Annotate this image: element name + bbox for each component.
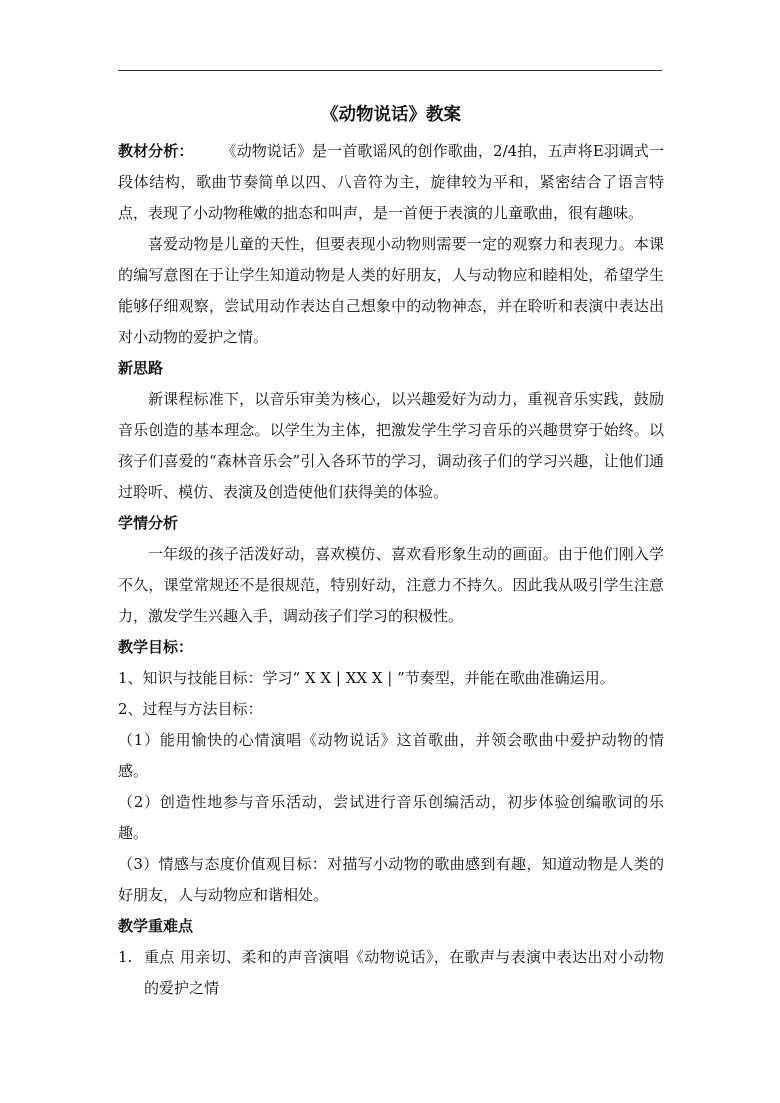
new-thinking-heading: 新思路 xyxy=(118,359,164,377)
learner-analysis-text: 一年级的孩子活泼好动，喜欢模仿、喜欢看形象生动的画面。由于他们刚入学不久，课堂常规还不是很规范，特别好动，注意力不持久。因此我从吸引学生注意力，激发学生兴趣入手，调动孩子们学习的积极性。 xyxy=(118,545,664,625)
teaching-goal-2: 2、过程与方法目标： xyxy=(118,700,263,718)
key-point-number: 1. xyxy=(118,948,133,966)
key-points-heading: 教学重难点 xyxy=(118,917,194,935)
teaching-goals-heading: 教学目标： xyxy=(118,638,194,656)
key-point-text: 重点 用亲切、柔和的声音演唱《动物说话》，在歌声与表演中表达出对小动物的爱护之情 xyxy=(144,948,664,997)
material-analysis-paragraph-2: 喜爱动物是儿童的天性，但要表现小动物则需要一定的观察力和表现力。本课的编写意图在于让学生知道动物是人类的好朋友，人与动物应和睦相处，希望学生能够仔细观察，尝试用动作表达自己想象中的动物神态，并在聆听和表演中表达出对小动物的爱护之情。 xyxy=(118,235,664,346)
document-body xyxy=(118,96,664,1004)
teaching-goal-3: （3）情感与态度价值观目标：对描写小动物的歌曲感到有趣，知道动物是人类的好朋友，人与动物应和谐相处。 xyxy=(118,855,664,904)
teaching-goal-2-2: （2）创造性地参与音乐活动，尝试进行音乐创编活动，初步体验创编歌词的乐趣。 xyxy=(118,793,664,842)
teaching-goal-1: 1、知识与技能目标：学习“ X X | XX X | ”节奏型，并能在歌曲准确运用。 xyxy=(118,669,615,687)
material-analysis-text: 《动物说话》是一首歌谣风的创作歌曲，2/4拍，五声将E羽调式一段体结构，歌曲节奏简单以四、八音符为主，旋律较为平和，紧密结合了语言特点，表现了小动物稚嫩的拙态和叫声，是一首便于表演的儿童歌曲，很有趣味。 xyxy=(118,142,664,222)
material-analysis-label: 教材分析： xyxy=(118,142,194,160)
material-analysis-paragraph xyxy=(118,136,664,229)
document-title: 《动物说话》教案 xyxy=(321,105,461,125)
teaching-goal-2-1: （1）能用愉快的心情演唱《动物说话》这首歌曲，并领会歌曲中爱护动物的情感。 xyxy=(118,731,664,780)
key-point-item-1 xyxy=(118,942,664,1004)
new-thinking-text: 新课程标准下，以音乐审美为核心，以兴趣爱好为动力，重视音乐实践，鼓励音乐创造的基本理念。以学生为主体，把激发学生学习音乐的兴趣贯穿于始终。以孩子们喜爱的“森林音乐会”引入各环节的学习，调动孩子们的学习兴趣，让他们通过聆听、模仿、表演及创造使他们获得美的体验。 xyxy=(118,390,664,501)
header-rule xyxy=(118,70,662,71)
learner-analysis-heading: 学情分析 xyxy=(118,514,179,532)
